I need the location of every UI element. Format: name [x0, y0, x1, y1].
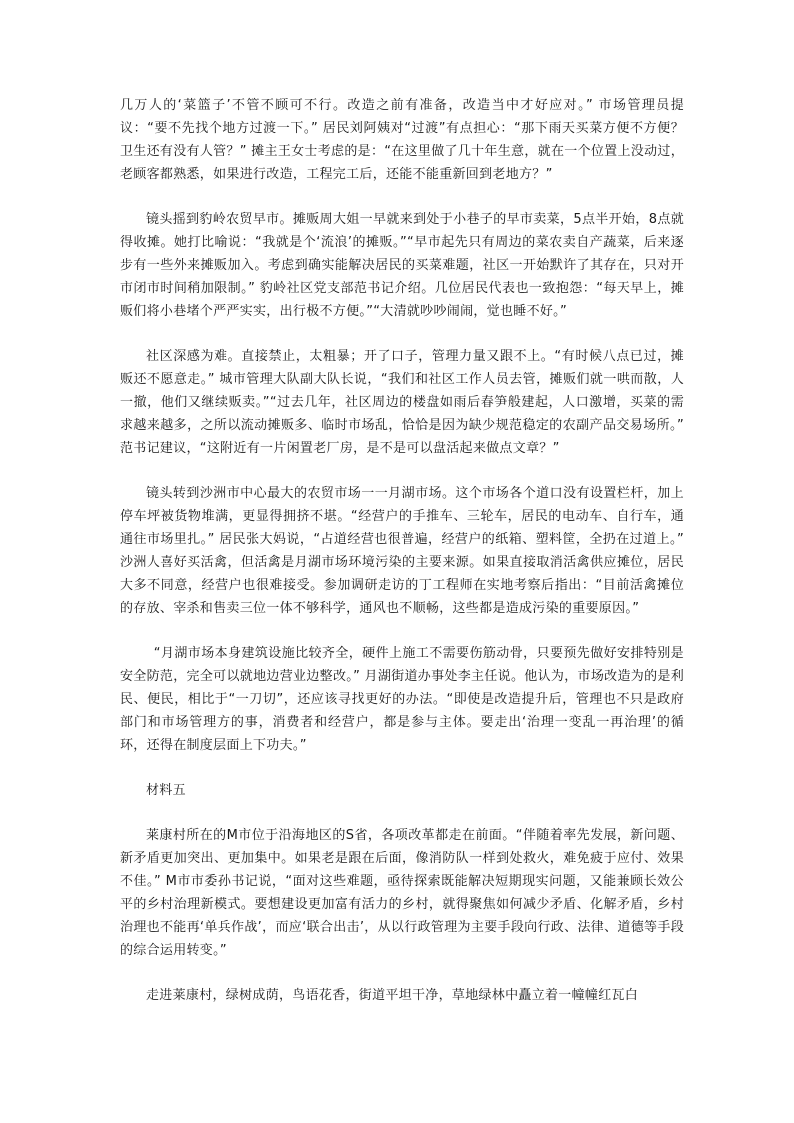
- paragraph-m-city: 莱康村所在的M市位于沿海地区的S省，各项改革都走在前面。“伴随着率先发展，新问题、新矛盾更加突出、更加集中。如果老是跟在后面，像消防队一样到处救火，难免疲于应付、效果不佳。” M市市委孙书记说，“面对这些难题，亟待探索既能解决短期现实问题，又能兼顾长效公平的乡村治理新模式。要想建设更加富有活力的乡村，就得聚焦如何减少矛盾、化解矛盾，乡村治理也不能再‘单兵作战’，而应‘联合出击’，从以行政管理为主要手段向行政、法律、道德等手段的综合运用转变。”: [120, 828, 684, 958]
- section-heading: 材料五: [146, 783, 186, 798]
- paragraph-continuation: 几万人的‘菜篮子’不管不顾可不行。改造之前有准备，改造当中才好应对。” 市场管理员提议：“要不先找个地方过渡一下。” 居民刘阿姨对“过渡”有点担心：“那下雨天买菜方便不方便？卫生还有没有人管？” 摊主王女士考虑的是：“在这里做了几十年生意，就在一个位置上没动过，老顾客都熟悉，如果进行改造，工程完工后，还能不能重新回到老地方？”: [120, 98, 684, 182]
- paragraph-baoling-market: 镜头摇到豹岭农贸早市。摊贩周大姐一早就来到处于小巷子的早市卖菜，5点半开始，8点就得收摊。她打比喻说：“我就是个‘流浪’的摊贩。”“早市起先只有周边的菜农卖自产蔬菜，后来逐步有一些外来摊贩加入。考虑到确实能解决居民的买菜难题，社区一开始默许了其存在，只对开市闭市时间稍加限制。” 豹岭社区党支部范书记介绍。几位居民代表也一致抱怨：“每天早上，摊贩们将小巷堵个严严实实，出行极不方便。”“大清就吵吵闹闹，觉也睡不好。”: [120, 212, 684, 319]
- paragraph-yuehu-renovation: “月湖市场本身建筑设施比较齐全，硬件上施工不需要伤筋动骨，只要预先做好安排特别是安全防范，完全可以就地边营业边整改。” 月湖街道办事处李主任说。他认为，市场改造为的是利民、便民，相比于“一刀切”，还应该寻找更好的办法。“即使是改造提升后，管理也不只是政府部门和市场管理方的事，消费者和经营户，都是参与主体。要走出‘治理一变乱一再治理’的循环，还得在制度层面上下功夫。”: [120, 646, 684, 753]
- paragraph-community-dilemma: 社区深感为难。直接禁止，太粗暴；开了口子，管理力量又跟不上。“有时候八点已过，摊贩还不愿意走。” 城市管理大队副大队长说，“我们和社区工作人员去管，摊贩们就一哄而散，人一撤，他们又继续贩卖。”“过去几年，社区周边的楼盘如雨后春笋般建起，人口激增，买菜的需求越来越多，之所以流动摊贩多、临时市场乱，恰恰是因为缺少规范稳定的农副产品交易场所。” 范书记建议，“这附近有一片闲置老厂房，是不是可以盘活起来做点文章？”: [120, 349, 684, 456]
- paragraph-laikang-village: 走进莱康村，绿树成荫，鸟语花香，街道平坦干净，草地绿林中矗立着一幢幢红瓦白: [146, 988, 639, 1003]
- paragraph-yuehu-market: 镜头转到沙洲市中心最大的农贸市场一一月湖市场。这个市场各个道口没有设置栏杆，加上停车坪被货物堆满，更显得拥挤不堪。“经营户的手推车、三轮车，居民的电动车、自行车，通通往市场里扎。” 居民张大妈说，“占道经营也很普遍，经营户的纸箱、塑料筐，全扔在过道上。” 沙洲人喜好买活禽，但活禽是月湖市场环境污染的主要来源。如果直接取消活禽供应摊位，居民大多不同意，经营户也很难接受。参加调研走访的丁工程师在实地考察后指出：“目前活禽摊位的存放、宰杀和售卖三位一体不够科学，通风也不顺畅，这些都是造成污染的重要原因。”: [120, 486, 684, 616]
- document-body: [120, 94, 684, 1029]
